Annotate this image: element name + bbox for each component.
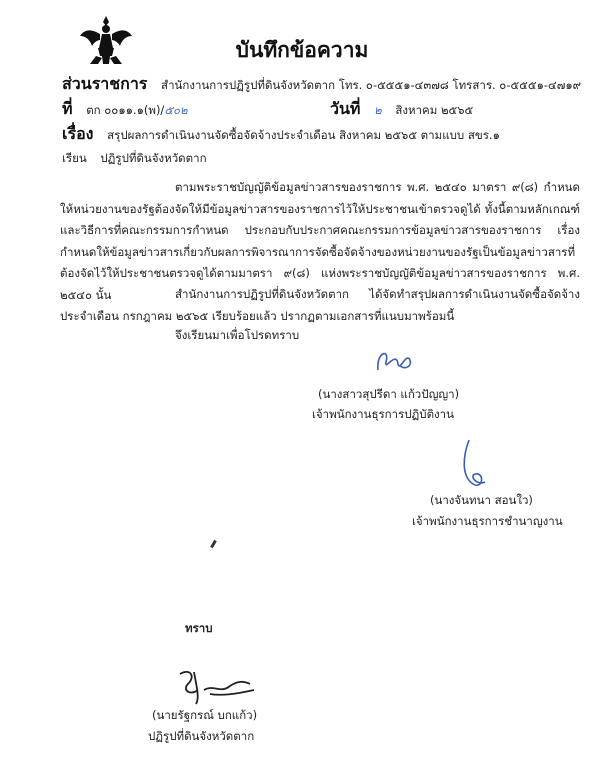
paragraph-1: ตามพระราชบัญญัติข้อมูลข่าวสารของราชการ พ.ศ. ๒๕๔๐ มาตรา ๙(๘) กำหนดให้หน่วยงานของรัฐต้องจัดให้มีข้อมูลข่าวสารของราชการไว้ให้ประชาชนเข้าตรวจดูได้ ทั้งนี้ตามหลักเกณฑ์และวิธีการที่คณะกรรมการกำหนด ประกอบกับประกาศคณะกรรมการข้อมูลข่าวสารของราชการ เรื่อง กำหนดให้ข้อมูลข่าวสารเกี่ยวกับผลการพิจารณาการจัดซื้อจัดจ้างของหน่วยงานของรัฐเป็นข้อมูลข่าวสารที่ต้องจัดไว้ให้ประชาชนตรวจดูได้ตามมาตรา ๙(๘) แห่งพระราชบัญญัติข้อมูลข่าวสารของราชการ พ.ศ. ๒๕๔๐ นั้น <box>60 180 580 302</box>
signatory-3-name: (นายรัฐกรณ์ บกแก้ว) <box>152 708 258 722</box>
department-value: สำนักงานการปฏิรูปที่ดินจังหวัดตาก โทร. ๐-๕๕๕๑-๔๓๗๘ โทรสาร. ๐-๕๕๕๑-๔๗๑๙ <box>161 78 582 92</box>
recipient-line <box>62 150 207 168</box>
reference-prefix: ตก ๐๐๑๑.๑(พ)/ <box>86 103 165 117</box>
ink-mark <box>210 540 217 548</box>
subject-line <box>62 122 500 147</box>
signatory-2-position: เจ้าพนักงานธุรการชำนาญงาน <box>412 514 563 528</box>
department-line <box>62 72 581 97</box>
closing-text: จึงเรียนมาเพื่อโปรดทราบ <box>175 328 300 342</box>
acknowledge-text: ทราบ <box>185 621 213 635</box>
signatory-1-name: (นางสาวสุปรีดา แก้วปัญญา) <box>318 387 460 401</box>
signature-1-icon <box>370 342 420 378</box>
date-rest: สิงหาคม ๒๕๖๕ <box>395 103 474 117</box>
signature-2-icon <box>455 436 495 492</box>
signatory-3-position: ปฏิรูปที่ดินจังหวัดตาก <box>148 729 255 743</box>
signatory-1-position: เจ้าพนักงานธุรการปฏิบัติงาน <box>312 407 454 421</box>
date-line <box>330 97 473 122</box>
memo-title: บันทึกข้อความ <box>235 38 369 62</box>
subject-value: สรุปผลการดำเนินงานจัดซื้อจัดจ้างประจำเดือน สิงหาคม ๒๕๖๕ ตามแบบ สขร.๑ <box>107 128 500 142</box>
reference-label: ที่ <box>62 99 73 118</box>
subject-label: เรื่อง <box>62 124 94 143</box>
date-day: ๒ <box>374 103 382 117</box>
date-label: วันที่ <box>330 99 361 118</box>
department-label: ส่วนราชการ <box>62 74 148 93</box>
reference-line <box>62 97 188 122</box>
signatory-2-name: (นางจันทนา สอนใว) <box>430 493 533 507</box>
reference-number: ๕๐๒ <box>164 103 188 117</box>
recipient-label: เรียน <box>62 151 87 165</box>
signature-3-icon <box>170 664 260 706</box>
recipient-value: ปฏิรูปที่ดินจังหวัดตาก <box>100 151 207 165</box>
paragraph-2: สำนักงานการปฏิรูปที่ดินจังหวัดตาก ได้จัดทำสรุปผลการดำเนินงานจัดซื้อจัดจ้างประจำเดือน กรกฎาคม ๒๕๖๕ เรียบร้อยแล้ว ปรากฏตามเอกสารที่แนบมาพร้อมนี้ <box>60 287 580 323</box>
